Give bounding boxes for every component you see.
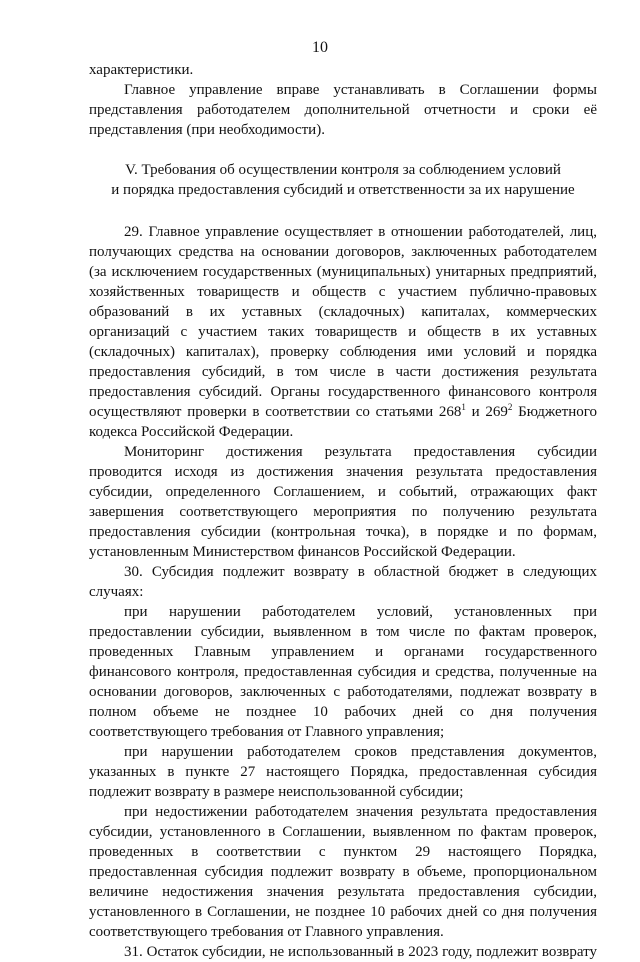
section-title-line-1: V. Требования об осуществлении контроля за соблюдением условий [125,162,561,178]
section-title-line-2: и порядка предоставления субсидий и ответственности за их нарушение [111,182,575,198]
reporting-paragraph: Главное управление вправе устанавливать в Соглашении формы представления работодателем дополнительной отчетности и сроки её представления (при необходимости). [89,82,597,138]
paragraph-30-intro: 30. Субсидия подлежит возврату в областной бюджет в следующих случаях: [89,564,597,600]
paragraph-31: 31. Остаток субсидии, не использованный в 2023 году, подлежит возврату [124,944,597,960]
paragraph-29-text-a: 29. Главное управление осуществляет в отношении работодателей, лиц, получающих средства на основании договоров, заключенных работодателем (за исключением государственных (муниципальных) унитарных предприятий, хозяйственных товариществ и обществ с участием публично-правовых образований в их уставных (складочных) капиталах, коммерческих организаций с участием таких товариществ и обществ в их уставных (складочных) капиталах), проверку соблюдения ими условий и порядка предоставления субсидий, в том числе в части достижения результата предоставления субсидий. Органы государственного финансового контроля осуществляют проверки в соответствии со статьями 268 [89,224,597,420]
return-case-1: при нарушении работодателем условий, установленных при предоставлении субсидии, выявленном в том числе по фактам проверок, проведенных Главным управлением и органами государственного финансового контроля, предоставленная субсидия и средства, полученные на основании договоров, заключенных с работодателями, подлежат возврату в полном объеме не позднее 10 рабочих дней со дня получения соответствующего требования от Главного управления; [89,604,597,740]
paragraph-29 [89,222,597,442]
paragraph-29-text-b: и 269 [465,404,508,420]
page-number: 10 [312,39,328,56]
return-case-3: при недостижении работодателем значения результата предоставления субсидии, установленного в Соглашении, выявленном по фактам проверок, проведенных в соответствии с пунктом 29 настоящего Порядка, предоставленная субсидия подлежит возврату в объеме, пропорциональном величине недостижения значения результата предоставления субсидии, установленного в Соглашении, не позднее 10 рабочих дней со дня получения соответствующего требования от Главного управления. [89,804,597,940]
carry-over-line: характеристики. [89,62,194,78]
section-heading [89,160,597,200]
monitoring-paragraph: Мониторинг достижения результата предоставления субсидии проводится исходя из достижения значения результата предоставления субсидии, определенного Соглашением, и событий, отражающих факт завершения соответствующего мероприятия по получению результата предоставления субсидии (контрольная точка), в порядке и по формам, установленным Министерством финансов Российской Федерации. [89,444,597,560]
footnote-sup-1: 1 [461,402,466,412]
paragraph-29-text-c: Бюджетного кодекса Российской Федерации. [89,404,598,440]
footnote-sup-2: 2 [507,402,513,412]
return-case-2: при нарушении работодателем сроков представления документов, указанных в пункте 27 настоящего Порядка, предоставленная субсидия подлежит возврату в размере неиспользованной субсидии; [89,744,597,800]
document-body [89,60,597,962]
